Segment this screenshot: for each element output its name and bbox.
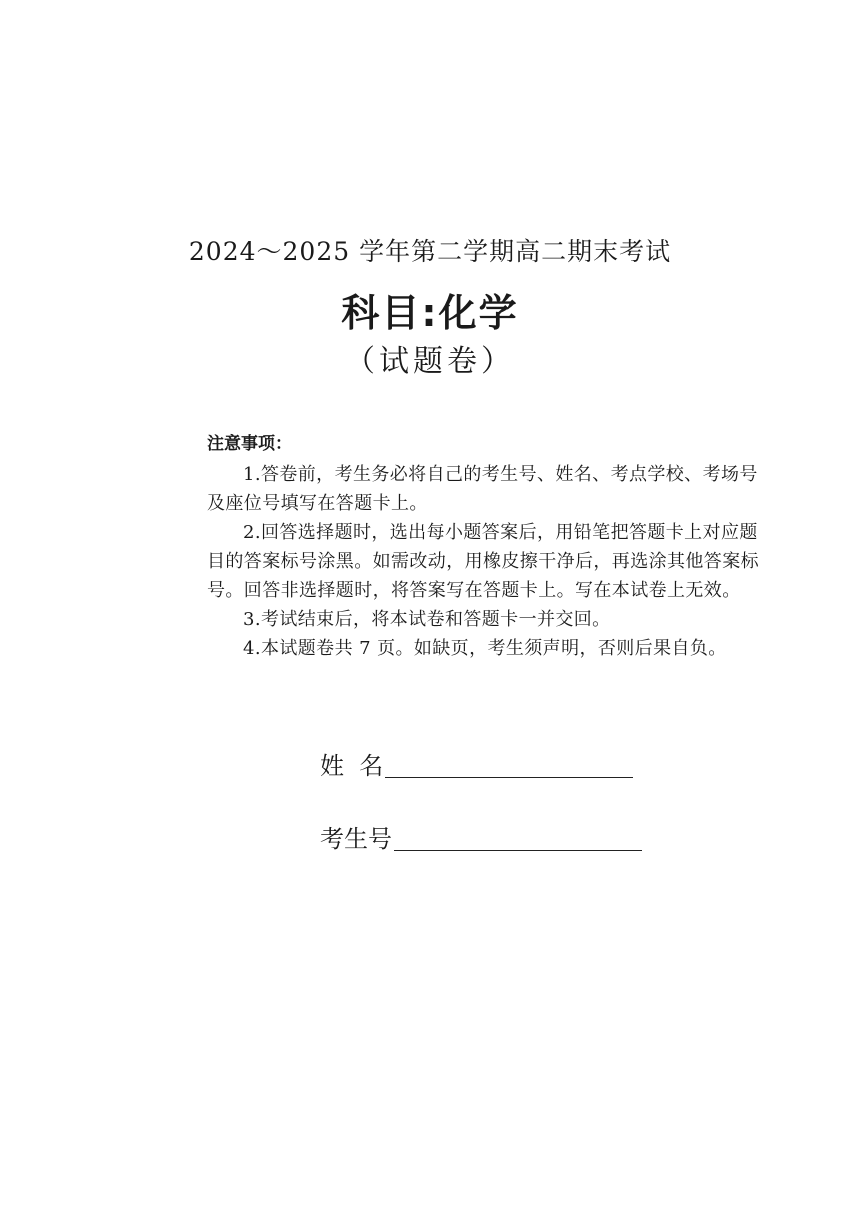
subject-title: 科目:化学 [341, 291, 519, 335]
exam-title: 2024～2025 学年第二学期高二期末考试 [188, 237, 672, 266]
notice-item: 2.回答选择题时，选出每小题答案后，用铅笔把答题卡上对应题目的答案标号涂黑。如需改动，用橡皮擦干净后，再选涂其他答案标号。回答非选择题时，将答案写在答题卡上。写在本试卷上无效。 [207, 522, 759, 601]
notice-item: 3.考试结束后，将本试卷和答题卡一并交回。 [243, 609, 611, 630]
student-id-label: 考生号 [320, 825, 392, 853]
name-blank-line[interactable] [385, 776, 633, 778]
student-id-field [320, 823, 642, 855]
paper-type: （试题卷） [345, 344, 515, 379]
name-label: 姓 名 [320, 752, 384, 780]
notice-section [207, 430, 767, 663]
name-field [320, 750, 633, 782]
notice-heading: 注意事项： [207, 434, 292, 454]
notice-item: 4.本试题卷共 7 页。如缺页，考生须声明，否则后果自负。 [243, 638, 727, 659]
notice-item: 1.答卷前，考生务必将自己的考生号、姓名、考点学校、考场号及座位号填写在答题卡上。 [207, 464, 758, 514]
student-id-blank-line[interactable] [394, 849, 642, 851]
